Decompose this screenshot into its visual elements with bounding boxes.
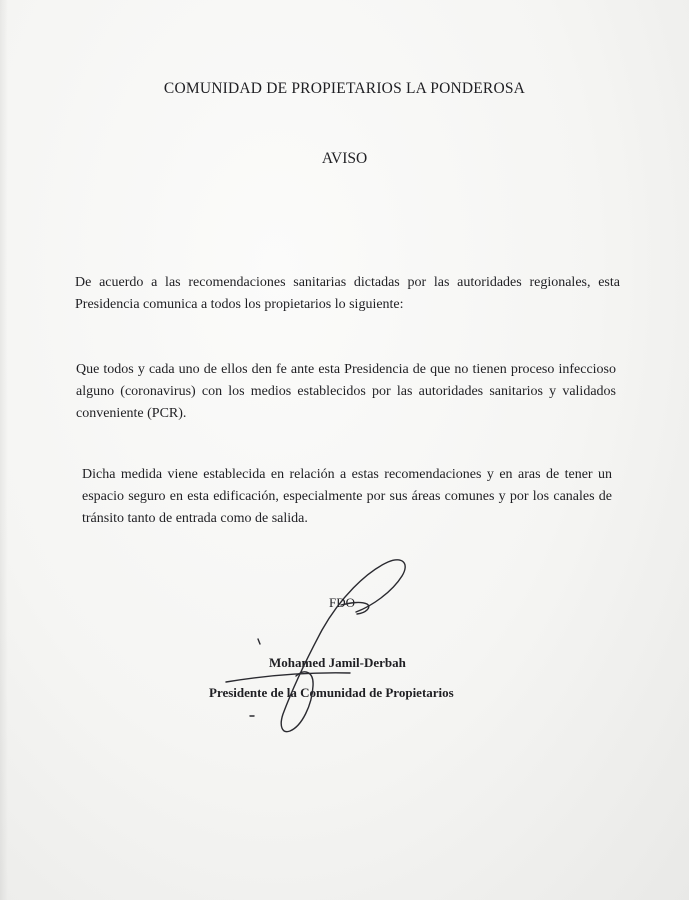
- paragraph-requirement: Que todos y cada uno de ellos den fe ante esta Presidencia de que no tienen proceso infeccioso alguno (coronavirus) con los medios establecidos por las autoridades sanitarios y validados conveniente (PCR).: [76, 362, 616, 421]
- signatory-role: Presidente de la Comunidad de Propietarios: [209, 685, 454, 700]
- paragraph-justification: Dicha medida viene establecida en relación a estas recomendaciones y en aras de tener un espacio seguro en esta edificación, especialmente por sus áreas comunes y por los canales de tránsito tanto de entrada como de salida.: [82, 467, 612, 526]
- signatory-name: Mohamed Jamil-Derbah: [269, 655, 406, 670]
- document-header: COMUNIDAD DE PROPIETARIOS LA PONDEROSA: [163, 80, 526, 97]
- signature-fdo-label: FDO: [329, 595, 356, 610]
- paragraph-intro: De acuerdo a las recomendaciones sanitarias dictadas por las autoridades regionales, esta Presidencia comunica a todos los propietarios lo siguiente:: [75, 275, 620, 312]
- page-edge-shadow: [0, 0, 8, 900]
- notice-title: AVISO: [321, 150, 368, 167]
